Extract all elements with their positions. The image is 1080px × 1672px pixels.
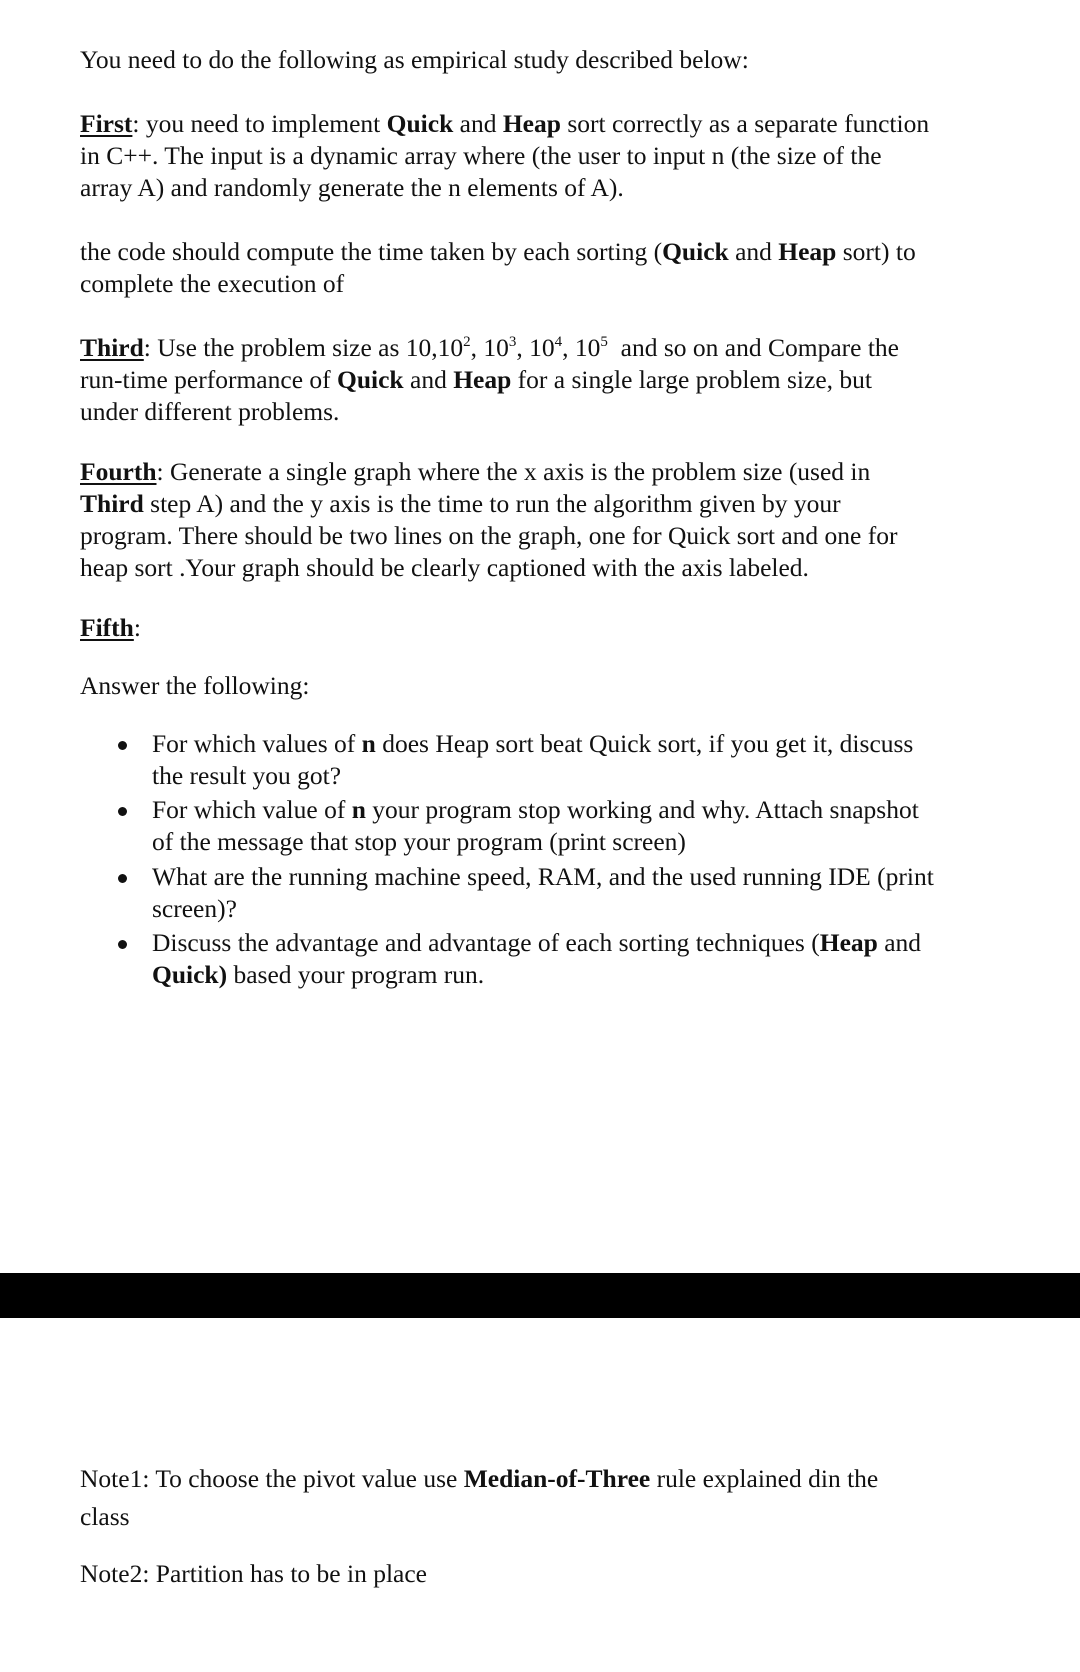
fourth-line-2: Third step A) and the y axis is the time to run the algorithm given by your xyxy=(80,489,841,518)
third-line-3: under different problems. xyxy=(80,397,340,426)
bullet-1-line-2: the result you got? xyxy=(152,761,342,790)
bullet-2-line-1: For which value of n your program stop working and why. Attach snapshot xyxy=(152,795,919,824)
first-line-3: array A) and randomly generate the n elements of A). xyxy=(80,173,624,202)
fifth-heading: Fifth: xyxy=(80,613,141,642)
first-line-1: First: you need to implement Quick and Heap sort correctly as a separate function xyxy=(80,109,930,138)
fourth-line-1: Fourth: Generate a single graph where the x axis is the problem size (used in xyxy=(80,457,871,486)
first-line-2: in C++. The input is a dynamic array where (the user to input n (the size of the xyxy=(80,141,882,170)
intro-text: You need to do the following as empirical study described below: xyxy=(80,45,749,74)
bullet-dot xyxy=(118,940,127,949)
bullet-4-line-2: Quick) based your program run. xyxy=(152,960,485,989)
note2: Note2: Partition has to be in place xyxy=(80,1559,428,1588)
bullet-1-line-1: For which values of n does Heap sort beat Quick sort, if you get it, discuss xyxy=(152,729,914,758)
fourth-line-4: heap sort .Your graph should be clearly captioned with the axis labeled. xyxy=(80,553,809,582)
note1-line-2: class xyxy=(80,1502,130,1531)
redaction-bar xyxy=(0,1273,1080,1318)
bullet-3-line-2: screen)? xyxy=(152,894,237,923)
bullet-dot xyxy=(118,807,127,816)
fourth-label: Fourth xyxy=(80,457,157,486)
bullet-dot xyxy=(118,741,127,750)
bullet-dot xyxy=(118,874,127,883)
third-label: Third xyxy=(80,333,144,362)
second-line-2: complete the execution of xyxy=(80,269,345,298)
first-label: First xyxy=(80,109,133,138)
second-line-1: the code should compute the time taken by each sorting (Quick and Heap sort) to xyxy=(80,237,916,266)
bullet-3-line-1: What are the running machine speed, RAM, and the used running IDE (print xyxy=(152,862,934,891)
fifth-label: Fifth xyxy=(80,613,134,642)
fourth-line-3: program. There should be two lines on the graph, one for Quick sort and one for xyxy=(80,521,898,550)
note1-line-1: Note1: To choose the pivot value use Median-of-Three rule explained din the xyxy=(80,1464,879,1493)
third-line-1: Third: Use the problem size as 10,10$^2$, $10^3$, $10^4$, $10^5$ and so on and Compare the xyxy=(80,333,899,362)
answer-heading: Answer the following: xyxy=(80,671,310,700)
bullet-2-line-2: of the message that stop your program (print screen) xyxy=(152,827,686,856)
third-line-2: run-time performance of Quick and Heap for a single large problem size, but xyxy=(80,365,872,394)
bullet-4-line-1: Discuss the advantage and advantage of each sorting techniques (Heap and xyxy=(152,928,922,957)
